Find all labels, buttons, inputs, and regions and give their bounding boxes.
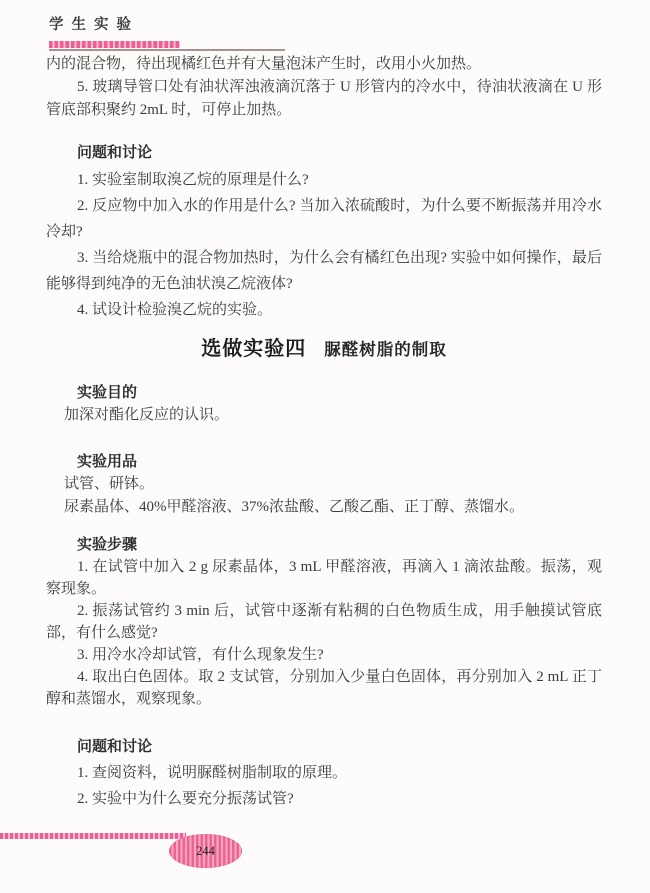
materials-heading: 实验用品: [77, 453, 138, 470]
page-number-badge: [169, 834, 242, 868]
purpose-text: 加深对酯化反应的认识。: [64, 407, 230, 423]
discussion1-heading: 问题和讨论: [77, 144, 153, 161]
header-accent-bar: [49, 41, 180, 48]
step-item-3: 3. 用冷水冷却试管，有什么现象发生?: [77, 647, 324, 663]
discussion2-item-1: 1. 查阅资料，说明脲醛树脂制取的原理。: [77, 765, 348, 781]
discussion2-heading: 问题和讨论: [77, 738, 153, 755]
discussion1-list: [46, 167, 602, 323]
discussion2-item-2: 2. 实验中为什么要充分振荡试管?: [77, 791, 294, 807]
materials-line-2: 尿素晶体、40%甲醛溶液、37%浓盐酸、乙酸乙酯、正丁醇、蒸馏水。: [64, 499, 524, 515]
experiment-title-main: 选做实验四: [201, 338, 307, 360]
step-item-1: 1. 在试管中加入 2 g 尿素晶体，3 mL 甲醛溶液，再滴入 1 滴浓盐酸。振荡，观察现象。: [46, 559, 602, 597]
header-rule: [49, 41, 285, 51]
experiment-title-sub: 脲醛树脂的制取: [324, 341, 447, 359]
steps-heading: 实验步骤: [77, 536, 138, 553]
question-item-4: 4. 试设计检验溴乙烷的实验。: [77, 302, 273, 318]
intro-item-5: 5. 玻璃导管口处有油状浑浊液滴沉落于 U 形管内的冷水中，待油状液滴在 U 形管底部积聚约 2mL 时，可停止加热。: [46, 79, 602, 118]
text-column: [46, 52, 602, 812]
question-item-1: 1. 实验室制取溴乙烷的原理是什么?: [77, 172, 309, 188]
question-item-2: 2. 反应物中加入水的作用是什么? 当加入浓硫酸时，为什么要不断振荡并用冷水冷却?: [46, 198, 602, 240]
purpose-heading: 实验目的: [77, 384, 138, 401]
question-item-3: 3. 当给烧瓶中的混合物加热时，为什么会有橘红色出现? 实验中如何操作，最后能够得到纯净的无色油状溴乙烷液体?: [46, 250, 602, 292]
page-number: 244: [196, 843, 215, 858]
discussion2-list: [46, 760, 602, 812]
experiment-title: [46, 335, 602, 363]
footer-accent-bar: [0, 833, 186, 839]
intro-continuation-paragraph: 内的混合物，待出现橘红色并有大量泡沫产生时，改用小火加热。: [46, 56, 482, 72]
step-item-4: 4. 取出白色固体。取 2 支试管，分别加入少量白色固体，再分别加入 2 mL 正丁醇和蒸馏水，观察现象。: [46, 669, 602, 707]
section-label: 学生实验: [49, 17, 139, 33]
page-header: [49, 13, 285, 51]
steps-list: [46, 556, 602, 710]
step-item-2: 2. 振荡试管约 3 min 后，试管中逐渐有粘稠的白色物质生成，用手触摸试管底部，有什么感觉?: [46, 603, 602, 641]
materials-line-1: 试管、研钵。: [64, 476, 155, 492]
